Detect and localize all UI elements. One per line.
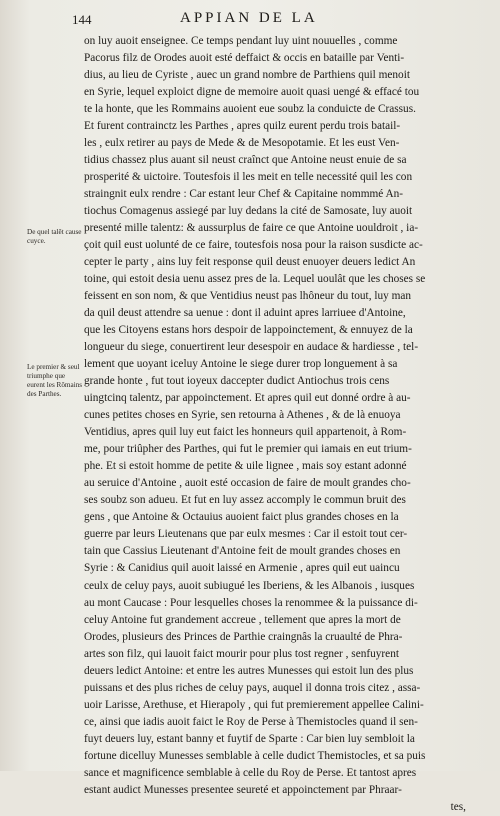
text-line: tiochus Comagenus assiegé par luy dedans la cité de Samosate, luy auoit	[84, 205, 413, 218]
text-line: artes son filz, qui lauoit faict mourir pour plus tost regner , senfuyrent	[84, 647, 399, 660]
text-line: toine, qui estoit desia uenu assez pres de la. Lequel uoulât que les choses se	[84, 273, 426, 286]
text-line: presenté mille talentz: & aussurplus de faire ce que Antoine uouldroit , ia-	[84, 222, 419, 235]
text-line: tain que Cassius Lieutenant d'Antoine feit de moult grandes choses en	[84, 545, 401, 558]
text-line: phe. Et si estoit homme de petite & uile lignee , mais soy estant adonné	[84, 460, 407, 473]
text-line: me, pour triûpher des Parthes, qui fut le premier qui iamais en eut trium-	[84, 443, 412, 456]
text-line: estant audict Munesses presentee seureté et appoinctement par Phraar-	[84, 783, 402, 796]
margin-note: De quel talêt cause cuyce.	[27, 228, 82, 245]
text-line: Ventidius, apres quil luy eut faict les honneurs quil appartenoit, à Rom-	[84, 426, 407, 439]
text-line: uingtcinq talentz, par appoinctement. Et apres quil eut donné ordre à au-	[84, 392, 411, 405]
text-line: straingnit eulx rendre : Car estant leur Chef & Capitaine nommmé An-	[84, 188, 404, 201]
text-line: au seruice d'Antoine , auoit esté occasion de faire de moult grandes cho-	[84, 477, 411, 490]
text-line: on luy auoit enseignee. Ce temps pendant luy uint nouuelles , comme	[84, 35, 398, 47]
text-line: dius, au lieu de Cyriste , auec un grand nombre de Parthiens quil menoit	[84, 69, 410, 82]
text-line: prosperité & uictoire. Toutesfois il les meit en telle necessité quil les con	[84, 171, 413, 184]
text-line: deuers ledict Antoine: et entre les autres Munesses qui estoit lun des plus	[84, 664, 414, 677]
text-line: uoir Larisse, Arethuse, et Hierapoly , qui fut premierement appellee Calini-	[84, 698, 424, 711]
text-line: lement que uoyant iceluy Antoine le siege durer trop longuement à sa	[84, 358, 398, 371]
text-line: gens , que Antoine & Octauius auoient faict plus grandes choses en la	[84, 511, 399, 524]
text-line: ceulx de celuy pays, auoit subiugué les Iberiens, & les Albanois , iusques	[84, 579, 415, 592]
text-line: au mont Caucase : Pour lesquelles choses la renommee & la puissance di-	[84, 596, 418, 609]
text-line: puissans et des plus riches de celuy pays, auquel il donna trois citez , assa-	[84, 681, 421, 694]
text-line: da quil deust attendre sa uenue : dont il aduint apres larriuee d'Antoine,	[84, 307, 406, 320]
text-line: Orodes, plusieurs des Princes de Parthie craingnâs la cruaulté de Phra-	[84, 630, 403, 643]
text-line: feissent en son nom, & que Ventidius neust pas lhôneur du tout, luy man	[84, 290, 412, 303]
text-line: cunes petites choses en Syrie, sen retourna à Athenes , & de là enuoya	[84, 409, 401, 422]
text-line: cepter le party , ains luy feit response quil deust enuoyer deuers ledict An	[84, 256, 416, 269]
text-line: fortune dicelluy Munesses semblable à celle dudict Themistocles, et sa puis	[84, 749, 426, 762]
text-line: çoit quil eust uolunté de ce faire, toutesfois nosa pour la raison susdicte ac-	[84, 239, 423, 252]
text-line: grande honte , fut tout ioyeux daccepter dudict Antiochus trois cens	[84, 375, 390, 388]
margin-note: Le premier & seul triumphe que eurent les Rômains des Parthes.	[27, 363, 83, 398]
text-line: sance et magnificence semblable à celle du Roy de Perse. Et tantost apres	[84, 766, 417, 779]
text-line: en Syrie, lequel exploict digne de memoire auoit quasi uengé & effacé tou	[84, 86, 420, 99]
text-line: tes,	[450, 800, 466, 813]
text-line: ce, ainsi que iadis auoit faict le Roy de Perse à Themistocles quand il sen-	[84, 715, 418, 728]
text-line: Et furent contrainctz les Parthes , apres quilz eurent perdu trois batail-	[84, 120, 401, 133]
text-line: Syrie : & Canidius quil auoit laissé en Armenie , apres quil eut uaincu	[84, 562, 400, 575]
body-text	[84, 33, 480, 816]
text-line: longueur du siege, conuertirent leur desespoir en audace & hardiesse , tel-	[84, 341, 419, 354]
text-line: Pacorus filz de Orodes auoit esté deffaict & occis en bataille par Venti-	[84, 52, 405, 65]
text-line: les , eulx retirer au pays de Mede & de Mesopotamie. Et les eust Ven-	[84, 137, 400, 150]
text-line: te la honte, que les Rommains auoient eue soubz la conduicte de Crassus.	[84, 103, 416, 116]
text-line: que les Citoyens estans hors despoir de lappoinctement, & ennuyez de la	[84, 324, 413, 337]
text-line: celuy Antoine fut grandement accreue , tellement que apres la mort de	[84, 613, 401, 626]
text-line: guerre par leurs Lieutenans que par eulx mesmes : Car il estoit tout cer-	[84, 528, 408, 541]
text-line: fuyt deuers luy, estant banny et fuytif de Sparte : Car bien luy sembloit la	[84, 732, 415, 745]
running-head: APPIAN DE LA	[180, 10, 318, 26]
text-line: ses soubz son adueu. Et fut en luy assez accomply le commun bruit des	[84, 494, 406, 507]
text-line: tidius chassez plus auant sil neust craînct que Antoine neust enuie de sa	[84, 154, 407, 167]
page-header	[70, 10, 490, 32]
page-number: 144	[72, 12, 92, 27]
